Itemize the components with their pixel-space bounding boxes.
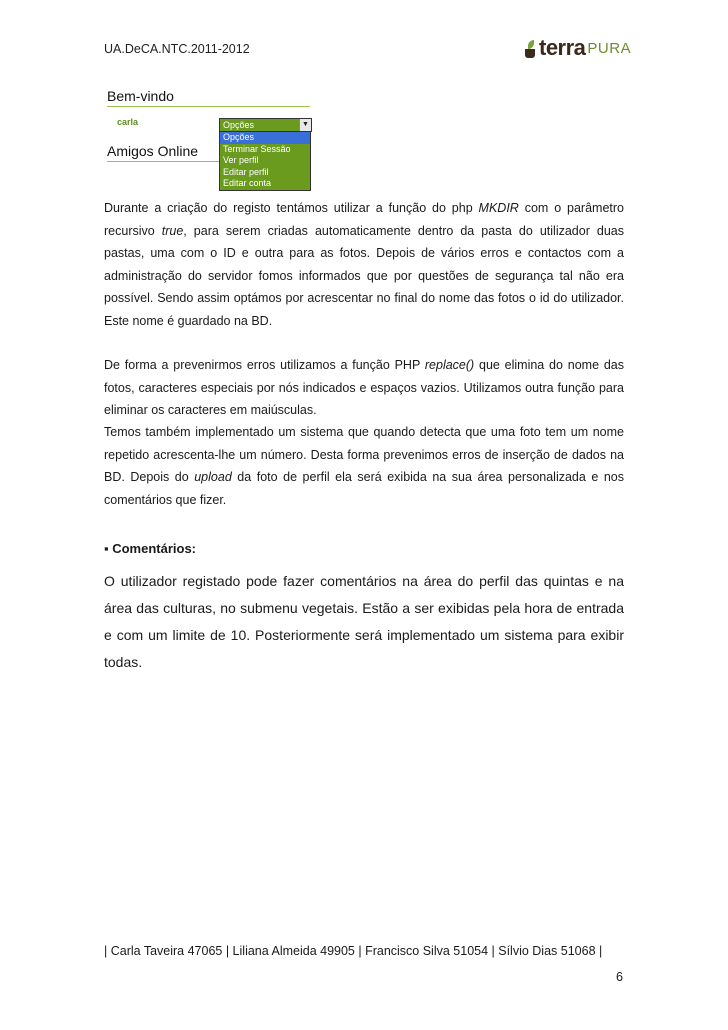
options-select[interactable]	[219, 118, 312, 132]
italic-term: replace()	[424, 358, 475, 372]
menu-item-editar-conta[interactable]: Editar conta	[223, 178, 272, 188]
paragraph-upload	[104, 421, 624, 511]
online-friends-title: Amigos Online	[107, 143, 199, 159]
text-run: Durante a criação do registo tentámos utilizar a função do php	[104, 201, 479, 215]
logo-terra-text: terra	[539, 35, 586, 60]
page-number: 6	[616, 970, 623, 984]
screenshot-user-widget	[107, 88, 313, 192]
text-run: Temos também implementado um sistema que quando detecta que uma foto tem um nome repetido acrescenta-lhe um número. Desta forma prevenimos erros de inserção de dados na BD. Depois do	[104, 425, 624, 484]
italic-term: upload	[194, 470, 232, 484]
paragraph-replace	[104, 354, 624, 422]
chevron-down-icon[interactable]: ▼	[299, 119, 311, 131]
menu-item-opcoes[interactable]: Opções	[220, 132, 310, 144]
italic-term: MKDIR	[478, 201, 519, 215]
document-code: UA.DeCA.NTC.2011-2012	[104, 42, 250, 56]
menu-item-terminar-sessao[interactable]: Terminar Sessão	[223, 143, 291, 154]
welcome-title: Bem-vindo	[107, 88, 174, 104]
footer-authors: | Carla Taveira 47065 | Liliana Almeida 49905 | Francisco Silva 51054 | Sílvio Dias 51068 |	[104, 944, 603, 958]
username-label: carla	[117, 117, 139, 127]
terrapura-logo	[524, 35, 632, 60]
welcome-divider	[107, 106, 310, 107]
text-run: que elimina do nome das fotos, caracteres especiais por nós indicados e espaços vazios. Utilizamos outra função para eliminar os caracteres em maiúsculas.	[104, 358, 624, 417]
text-run: De forma a prevenirmos erros utilizamos a função PHP	[104, 358, 425, 372]
logo-pura-text: PURA	[587, 40, 632, 57]
options-select-value: Opções	[223, 120, 255, 130]
plant-pot-icon	[524, 38, 536, 58]
paragraph-mkdir	[104, 197, 624, 332]
menu-item-editar-perfil[interactable]: Editar perfil	[223, 166, 269, 177]
options-dropdown-menu	[219, 131, 311, 191]
text-run: da foto de perfil ela será exibida na sua área personalizada e nos comentários que fizer.	[104, 470, 624, 507]
text-run: , para serem criadas automaticamente dentro da pasta do utilizador duas pastas, uma com o ID e outra para as fotos. Depois de vários erros e contactos com a administração do servidor fomos informados que por questões de segurança tal não era possível. Sendo assim optámos por acrescentar no final do nome das fotos o id do utilizador. Este nome é guardado na BD.	[104, 223, 624, 328]
menu-item-ver-perfil[interactable]: Ver perfil	[223, 155, 259, 165]
section-title-comentarios: ▪ Comentários:	[104, 541, 197, 556]
italic-term: true	[161, 223, 184, 238]
text-run: O utilizador registado pode fazer comentários na área do perfil das quintas e na área das culturas, no submenu vegetais. Estão a ser exibidas pela hora de entrada e com um limite de 10. Posteriormente será implementado um sistema para exibir todas.	[104, 573, 624, 670]
text-run: com o parâmetro recursivo	[104, 201, 624, 238]
paragraph-comentarios	[104, 568, 624, 676]
